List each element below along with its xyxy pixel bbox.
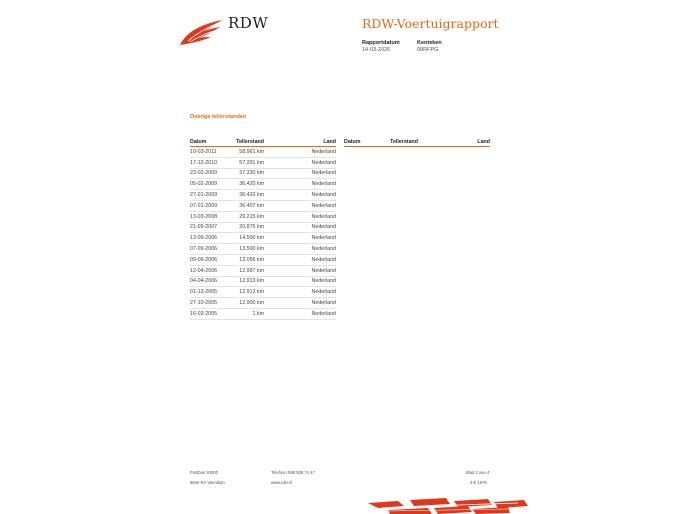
column-header-datum: Datum (190, 139, 207, 145)
cell-land: Nederland (311, 256, 336, 263)
cell-land: Nederland (311, 181, 336, 188)
cell-tellerstand: 14.500 km (239, 235, 264, 242)
cell-datum: 07-09-2006 (190, 246, 218, 253)
rapportdatum-value: 14-03-2026 (362, 47, 391, 53)
cell-tellerstand: 12.913 km (239, 289, 264, 296)
cell-tellerstand: 12.997 km (239, 267, 264, 274)
footer-phone: Telefoon 088 008 74 47 (271, 470, 315, 475)
table-row (190, 158, 336, 169)
cell-datum: 21-05-2007 (190, 224, 218, 231)
odometer-table-right (344, 139, 490, 147)
cell-datum: 23-02-2009 (190, 170, 218, 177)
table-row (190, 287, 336, 298)
cell-land: Nederland (311, 246, 336, 253)
table-row (190, 147, 336, 158)
footer-address-line2: 9640 RA Veendam (190, 480, 225, 485)
cell-datum: 01-12-2005 (190, 289, 218, 296)
cell-datum: 12-04-2006 (190, 267, 218, 274)
cell-tellerstand: 36.420 km (239, 181, 264, 188)
cell-datum: 16-03-2005 (190, 310, 218, 317)
cell-tellerstand: 20.875 km (239, 224, 264, 231)
table-row (190, 190, 336, 201)
table-row (190, 179, 336, 190)
odometer-table-left (190, 139, 336, 320)
table-row (190, 169, 336, 180)
cell-tellerstand: 36.420 km (239, 192, 264, 199)
table-row (190, 223, 336, 234)
cell-datum: 13-09-2006 (190, 235, 218, 242)
cell-datum: 17-12-2010 (190, 159, 218, 166)
table-header (190, 139, 336, 147)
table-row (190, 255, 336, 266)
cell-tellerstand: 57.291 km (239, 159, 264, 166)
cell-land: Nederland (311, 300, 336, 307)
cell-datum: 27-01-2009 (190, 192, 218, 199)
table-row (190, 212, 336, 223)
rdw-stripes-icon (368, 498, 528, 514)
cell-datum: 07-01-2009 (190, 202, 218, 209)
footer-website[interactable]: www.rdw.nl (271, 480, 292, 485)
kenteken-block (417, 40, 442, 54)
table-row (190, 244, 336, 255)
table-row (190, 266, 336, 277)
rdw-wing-logo-icon (178, 17, 226, 47)
table-header (344, 139, 490, 147)
cell-tellerstand: 12.900 km (239, 300, 264, 307)
cell-land: Nederland (311, 202, 336, 209)
cell-land: Nederland (311, 159, 336, 166)
cell-tellerstand: 29.215 km (239, 213, 264, 220)
cell-land: Nederland (311, 213, 336, 220)
table-row (190, 201, 336, 212)
cell-datum: 05-02-2009 (190, 181, 218, 188)
cell-land: Nederland (311, 267, 336, 274)
cell-land: Nederland (311, 170, 336, 177)
footer-page-number: Blad 2 van 4 (466, 470, 490, 475)
kenteken-label: Kenteken (417, 40, 442, 46)
cell-tellerstand: 13.056 km (239, 256, 264, 263)
cell-land: Nederland (311, 148, 336, 155)
table-row (190, 298, 336, 309)
column-header-tellerstand: Tellerstand (390, 139, 418, 145)
cell-tellerstand: 12.913 km (239, 278, 264, 285)
table-row (190, 309, 336, 320)
report-title: RDW-Voertuigrapport (362, 16, 499, 31)
footer-address-line1: Postbus 30000 (190, 470, 218, 475)
footer-code: 3 E 1678 (470, 480, 487, 485)
cell-datum: 27-10-2005 (190, 300, 218, 307)
cell-land: Nederland (311, 192, 336, 199)
table-body (190, 147, 336, 320)
rapportdatum-block (362, 40, 400, 54)
table-row (190, 233, 336, 244)
cell-datum: 04-04-2006 (190, 278, 218, 285)
cell-datum: 13-03-2008 (190, 213, 218, 220)
cell-datum: 10-03-2011 (190, 148, 217, 155)
rapportdatum-label: Rapportdatum (362, 40, 400, 46)
cell-land: Nederland (311, 310, 336, 317)
table-row (190, 277, 336, 288)
column-header-land: Land (477, 139, 490, 145)
cell-tellerstand: 13.500 km (239, 246, 264, 253)
column-header-datum: Datum (344, 139, 361, 145)
column-header-land: Land (323, 139, 336, 145)
kenteken-value: 08RFPG (417, 47, 439, 53)
cell-tellerstand: 37.330 km (239, 170, 264, 177)
cell-land: Nederland (311, 235, 336, 242)
cell-datum: 09-06-2006 (190, 256, 218, 263)
cell-tellerstand: 1 km (252, 310, 264, 317)
cell-tellerstand: 58.961 km (239, 148, 264, 155)
column-header-tellerstand: Tellerstand (236, 139, 264, 145)
cell-land: Nederland (311, 289, 336, 296)
section-title: Overige tellerstanden (190, 114, 247, 120)
brand-name: RDW (228, 14, 269, 32)
cell-land: Nederland (311, 278, 336, 285)
cell-land: Nederland (311, 224, 336, 231)
cell-tellerstand: 36.407 km (239, 202, 264, 209)
